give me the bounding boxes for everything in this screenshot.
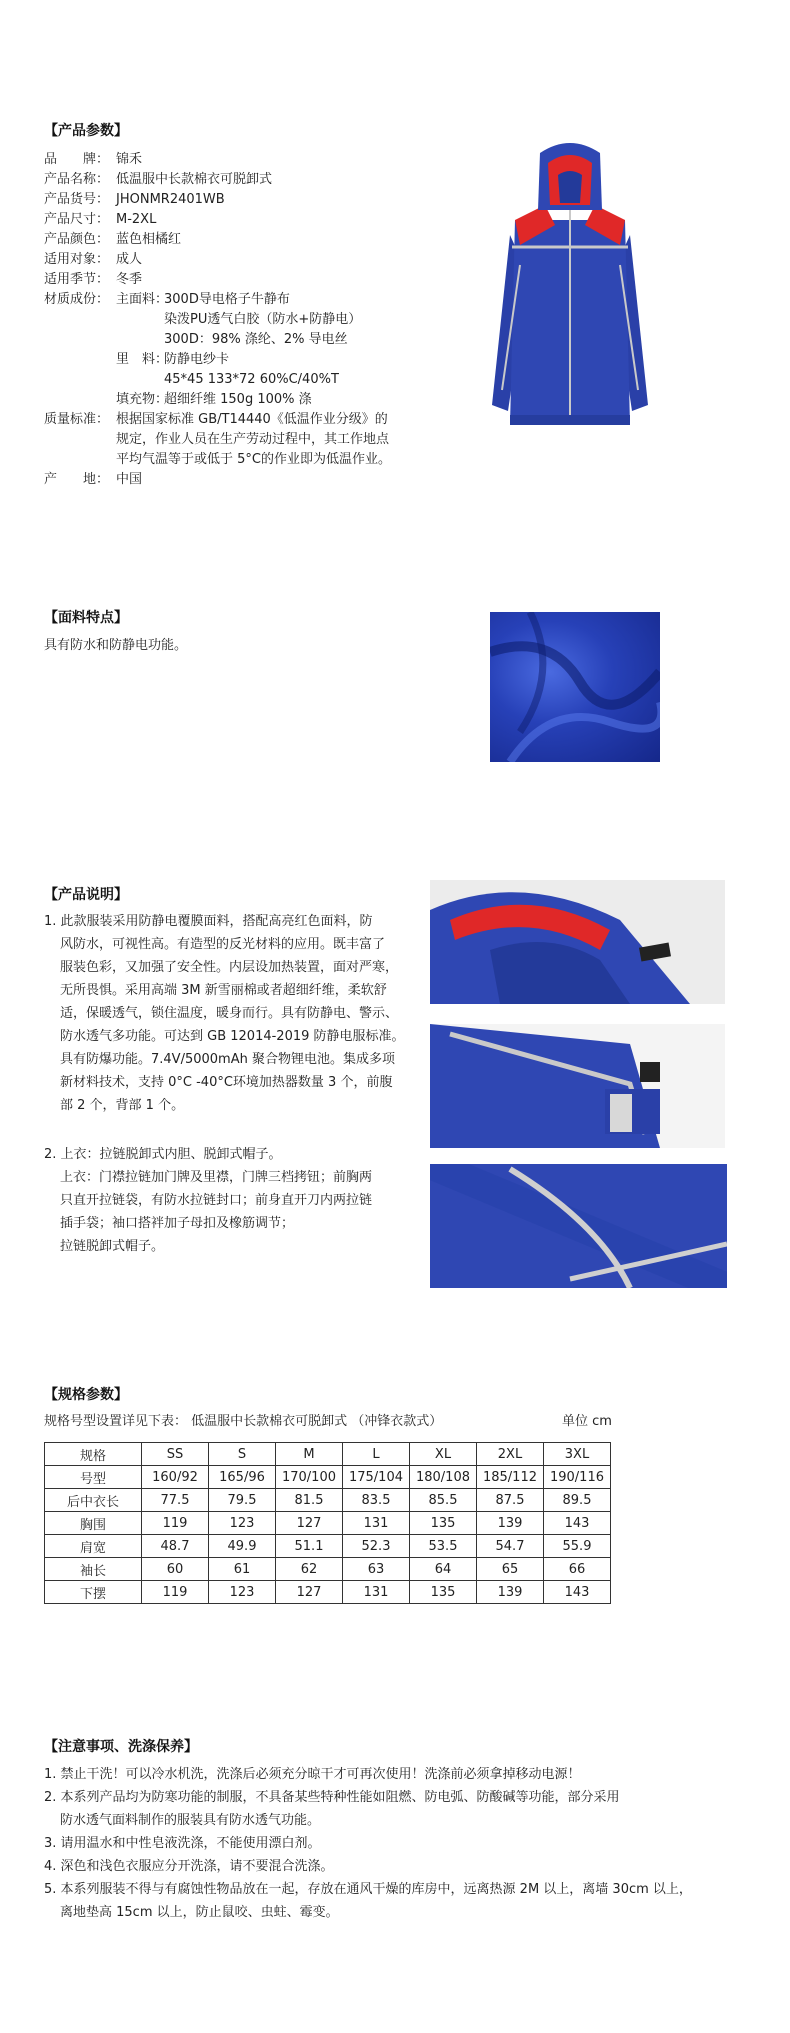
- spec-intro: 规格号型设置详见下表： 低温服中长款棉衣可脱卸式 （冲锋衣款式）: [44, 1414, 443, 1429]
- material-main-line: 染泼PU透气白胶（防水+防静电）: [164, 312, 362, 327]
- sleeve-detail-image: [430, 1024, 725, 1148]
- quality-line: 根据国家标准 GB/T14440《低温作业分级》的: [116, 412, 388, 427]
- spec-title: 【规格参数】: [44, 1387, 128, 1403]
- table-header-cell: 3XL: [544, 1443, 611, 1466]
- table-cell: 53.5: [410, 1535, 477, 1558]
- table-cell: 135: [410, 1512, 477, 1535]
- table-cell: 89.5: [544, 1489, 611, 1512]
- table-row: [45, 1512, 611, 1535]
- desc-line: 具有防爆功能。7.4V/5000mAh 聚合物锂电池。集成多项: [60, 1052, 395, 1067]
- params-title: 【产品参数】: [44, 123, 128, 139]
- param-size: 产品尺寸： M-2XL: [44, 212, 157, 227]
- reflective-strip-drawing: [430, 1164, 727, 1288]
- table-cell: 119: [142, 1581, 209, 1604]
- param-quality-key: 质量标准：: [44, 412, 110, 427]
- table-header-cell: M: [276, 1443, 343, 1466]
- material-lining-line: 45*45 133*72 60%C/40%T: [164, 372, 339, 387]
- desc-line: 插手袋；袖口搭袢加子母扣及橡筋调节；: [60, 1216, 295, 1231]
- table-cell: 85.5: [410, 1489, 477, 1512]
- care-line: 防水透气面料制作的服装具有防水透气功能。: [60, 1813, 321, 1828]
- care-line: 1. 禁止干洗！可以冷水机洗，洗涤后必须充分晾干才可再次使用！洗涤前必须拿掉移动电源！: [44, 1767, 581, 1782]
- table-cell: 下摆: [45, 1581, 142, 1604]
- table-cell: 165/96: [209, 1466, 276, 1489]
- table-header-cell: 2XL: [477, 1443, 544, 1466]
- table-header-cell: 规格: [45, 1443, 142, 1466]
- table-cell: 83.5: [343, 1489, 410, 1512]
- table-cell: 61: [209, 1558, 276, 1581]
- table-cell: 64: [410, 1558, 477, 1581]
- care-title: 【注意事项、洗涤保养】: [44, 1739, 198, 1755]
- param-origin: 产 地： 中国: [44, 472, 143, 487]
- desc-line: 上衣：门襟拉链加门牌及里襟，门牌三档拷钮；前胸两: [60, 1170, 373, 1185]
- table-header-row: [45, 1443, 611, 1466]
- desc-title: 【产品说明】: [44, 887, 128, 903]
- material-main-line: 300D导电格子牛静布: [164, 292, 290, 307]
- table-cell: 160/92: [142, 1466, 209, 1489]
- material-main-line: 300D：98% 涤纶、2% 导电丝: [164, 332, 348, 347]
- param-brand: 品 牌： 锦禾: [44, 152, 143, 167]
- desc-line: 2. 上衣：拉链脱卸式内胆、脱卸式帽子。: [44, 1147, 282, 1162]
- jacket-illustration: [470, 135, 670, 435]
- table-cell: 49.9: [209, 1535, 276, 1558]
- table-cell: 79.5: [209, 1489, 276, 1512]
- table-cell: 127: [276, 1581, 343, 1604]
- table-cell: 87.5: [477, 1489, 544, 1512]
- table-cell: 170/100: [276, 1466, 343, 1489]
- desc-line: 1. 此款服装采用防静电覆膜面料，搭配高亮红色面料，防: [44, 914, 373, 929]
- table-cell: 175/104: [343, 1466, 410, 1489]
- reflective-strip-detail-image: [430, 1164, 727, 1288]
- care-line: 3. 请用温水和中性皂液洗涤，不能使用漂白剂。: [44, 1836, 321, 1851]
- table-cell: 51.1: [276, 1535, 343, 1558]
- table-cell: 131: [343, 1581, 410, 1604]
- table-cell: 123: [209, 1512, 276, 1535]
- table-cell: 143: [544, 1512, 611, 1535]
- table-cell: 62: [276, 1558, 343, 1581]
- material-main-label: 主面料：: [116, 292, 169, 307]
- table-cell: 77.5: [142, 1489, 209, 1512]
- table-cell: 52.3: [343, 1535, 410, 1558]
- table-cell: 55.9: [544, 1535, 611, 1558]
- table-cell: 66: [544, 1558, 611, 1581]
- care-line: 离地垫高 15cm 以上，防止鼠咬、虫蛀、霉变。: [60, 1905, 339, 1920]
- table-cell: 后中衣长: [45, 1489, 142, 1512]
- param-color: 产品颜色： 蓝色相橘红: [44, 232, 182, 247]
- material-fill-value: 超细纤维 150g 100% 涤: [164, 392, 312, 407]
- material-lining-line: 防静电纱卡: [164, 352, 230, 367]
- param-material-key: 材质成份：: [44, 292, 110, 307]
- table-cell: 60: [142, 1558, 209, 1581]
- table-cell: 65: [477, 1558, 544, 1581]
- desc-line: 风防水，可视性高。有造型的反光材料的应用。既丰富了: [60, 937, 386, 952]
- param-target: 适用对象： 成人: [44, 252, 143, 267]
- param-name: 产品名称： 低温服中长款棉衣可脱卸式: [44, 172, 273, 187]
- desc-line: 防水透气多功能。可达到 GB 12014-2019 防静电服标准。: [60, 1029, 405, 1044]
- care-line: 5. 本系列服装不得与有腐蚀性物品放在一起，存放在通风干燥的库房中，远离热源 2M 以上，离墙 30cm 以上，: [44, 1882, 692, 1897]
- care-line: 2. 本系列产品均为防寒功能的制服，不具备某些特种性能如阻燃、防电弧、防酸碱等功能，部分采用: [44, 1790, 620, 1805]
- table-cell: 127: [276, 1512, 343, 1535]
- material-lining-label: 里 料：: [116, 352, 169, 367]
- table-cell: 135: [410, 1581, 477, 1604]
- table-cell: 123: [209, 1581, 276, 1604]
- table-header-cell: L: [343, 1443, 410, 1466]
- desc-line: 部 2 个，背部 1 个。: [60, 1098, 185, 1113]
- table-row: [45, 1581, 611, 1604]
- table-header-cell: S: [209, 1443, 276, 1466]
- table-header-cell: SS: [142, 1443, 209, 1466]
- sleeve-detail-drawing: [430, 1024, 725, 1148]
- desc-line: 只直开拉链袋，有防水拉链封口；前身直开刀内两拉链: [60, 1193, 373, 1208]
- desc-line: 服装色彩，又加强了安全性。内层设加热装置，面对严寒，: [60, 960, 399, 975]
- table-row: [45, 1558, 611, 1581]
- fabric-closeup-image: [490, 612, 660, 762]
- care-line: 4. 深色和浅色衣服应分开洗涤，请不要混合洗涤。: [44, 1859, 334, 1874]
- table-cell: 143: [544, 1581, 611, 1604]
- desc-line: 无所畏惧。采用高端 3M 新雪丽棉或者超细纤维，柔软舒: [60, 983, 387, 998]
- quality-line: 规定，作业人员在生产劳动过程中，其工作地点: [116, 432, 390, 447]
- desc-line: 新材料技术，支持 0°C -40°C环境加热器数量 3 个，前腹: [60, 1075, 393, 1090]
- table-cell: 胸围: [45, 1512, 142, 1535]
- table-cell: 号型: [45, 1466, 142, 1489]
- fabric-title: 【面料特点】: [44, 610, 128, 626]
- table-cell: 81.5: [276, 1489, 343, 1512]
- spec-unit: 单位 cm: [562, 1414, 612, 1429]
- table-cell: 54.7: [477, 1535, 544, 1558]
- hood-detail-image: [430, 880, 725, 1004]
- table-cell: 185/112: [477, 1466, 544, 1489]
- table-cell: 131: [343, 1512, 410, 1535]
- table-cell: 袖长: [45, 1558, 142, 1581]
- table-cell: 139: [477, 1512, 544, 1535]
- table-cell: 48.7: [142, 1535, 209, 1558]
- table-cell: 139: [477, 1581, 544, 1604]
- material-fill-label: 填充物：: [116, 392, 169, 407]
- fabric-text: 具有防水和防静电功能。: [44, 638, 188, 653]
- desc-line: 适，保暖透气，锁住温度，暖身而行。具有防静电、警示、: [60, 1006, 399, 1021]
- param-season: 适用季节： 冬季: [44, 272, 143, 287]
- table-row: [45, 1489, 611, 1512]
- desc-line: 拉链脱卸式帽子。: [60, 1239, 165, 1254]
- table-cell: 63: [343, 1558, 410, 1581]
- fabric-folds: [490, 612, 660, 762]
- table-header-cell: XL: [410, 1443, 477, 1466]
- param-sku: 产品货号： JHONMR2401WB: [44, 192, 225, 207]
- hood-detail-drawing: [430, 880, 725, 1004]
- table-row: [45, 1466, 611, 1489]
- table-row: [45, 1535, 611, 1558]
- table-cell: 180/108: [410, 1466, 477, 1489]
- table-cell: 190/116: [544, 1466, 611, 1489]
- quality-line: 平均气温等于或低于 5°C的作业即为低温作业。: [116, 452, 391, 467]
- jacket-product-image: [470, 135, 670, 435]
- spec-table: [44, 1442, 611, 1604]
- table-cell: 119: [142, 1512, 209, 1535]
- table-cell: 肩宽: [45, 1535, 142, 1558]
